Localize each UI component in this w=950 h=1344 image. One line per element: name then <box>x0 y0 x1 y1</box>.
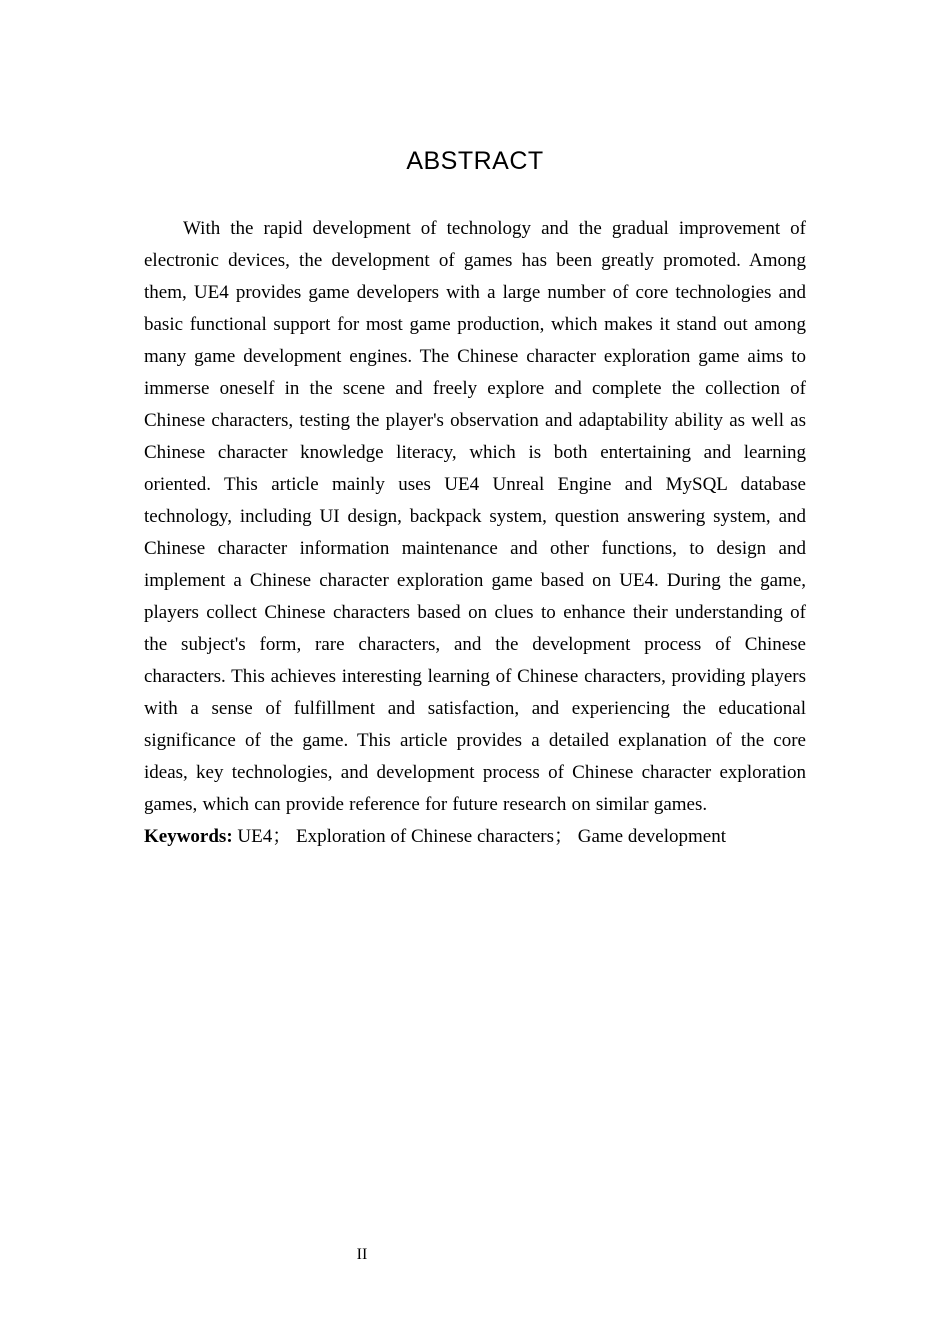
page-number: II <box>356 1246 368 1263</box>
abstract-paragraph: With the rapid development of technology and the gradual improvement of electronic devices, the development of games has been greatly promoted. Among them, UE4 provides game developers with a large number of core technologies and basic functional support for most game production, which makes it stand out among many game development engines. The Chinese character exploration game aims to immerse oneself in the scene and freely explore and complete the collection of Chinese characters, testing the player's observation and adaptability ability as well as Chinese character knowledge literacy, which is both entertaining and learning oriented. This article mainly uses UE4 Unreal Engine and MySQL database technology, including UI design, backpack system, question answering system, and Chinese character information maintenance and other functions, to design and implement a Chinese character exploration game based on UE4. During the game, players collect Chinese characters based on clues to enhance their understanding of the subject's form, rare characters, and the development process of Chinese characters. This achieves interesting learning of Chinese characters, providing players with a sense of fulfillment and satisfaction, and experiencing the educational significance of the game. This article provides a detailed explanation of the core ideas, key technologies, and development process of Chinese character exploration games, which can provide reference for future research on similar games. <box>144 218 806 815</box>
keywords-label: Keywords: <box>144 826 233 847</box>
page-content <box>144 0 806 853</box>
abstract-title: ABSTRACT <box>406 147 544 175</box>
keywords-text: UE4； Exploration of Chinese characters； Game development <box>237 826 726 847</box>
keywords-line <box>144 821 806 853</box>
